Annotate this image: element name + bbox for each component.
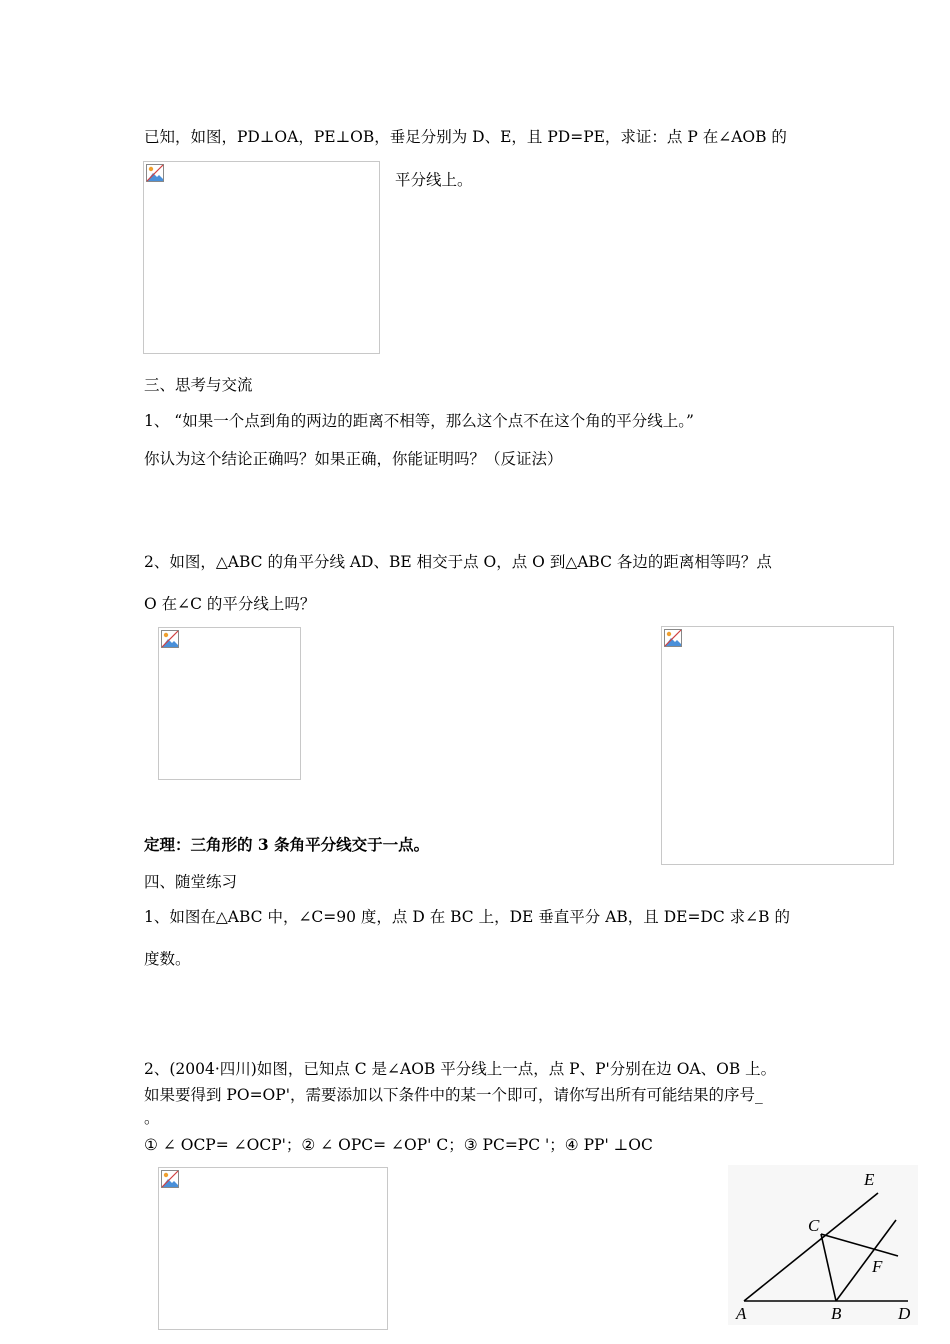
section3-q1-line2: 你认为这个结论正确吗？如果正确，你能证明吗？（反证法） [144,450,563,468]
figure-placeholder-1 [143,161,380,354]
geometry-figure [728,1165,918,1325]
section3-q1-line1: 1、 “如果一个点到角的两边的距离不相等，那么这个点不在这个角的平分线上。” [144,412,694,430]
section4-q2-options: ① ∠ OCP= ∠OCP'；② ∠ OPC= ∠OP' C；③ PC=PC '；④ PP' ⊥OC [144,1136,653,1154]
section4-q1-line1: 1、如图在△ABC 中，∠C=90 度，点 D 在 BC 上，DE 垂直平分 AB，且 DE=DC 求∠B 的 [144,908,790,926]
section4-q2-line3: 。 [144,1109,160,1127]
problem1-text-line2: 平分线上。 [395,171,473,189]
section4-q2-line1: 2、(2004·四川)如图，已知点 C 是∠AOB 平分线上一点，点 P、P'分别在边 OA、OB 上。 [144,1060,777,1078]
label-b: B [831,1304,842,1323]
broken-image-icon [664,629,682,647]
section3-q2-line2: O 在∠C 的平分线上吗？ [144,595,316,613]
label-c: C [808,1216,820,1235]
section4-q1-line2: 度数。 [144,950,191,968]
theorem-text: 定理：三角形的 3 条角平分线交于一点。 [144,835,430,854]
broken-image-icon [161,1170,179,1188]
label-d: D [898,1304,911,1323]
section4-heading: 四、随堂练习 [144,873,238,891]
label-e: E [864,1170,875,1189]
broken-image-icon [161,630,179,648]
figure-placeholder-2 [158,627,301,780]
label-a: A [736,1304,747,1323]
label-f: F [872,1257,883,1276]
section3-heading: 三、思考与交流 [144,376,253,394]
broken-image-icon [146,164,164,182]
section3-q2-line1: 2、如图，△ABC 的角平分线 AD、BE 相交于点 O，点 O 到△ABC 各边的距离相等吗？点 [144,553,772,571]
problem1-text-line1: 已知，如图，PD⊥OA，PE⊥OB，垂足分别为 D、E，且 PD=PE，求证：点 P 在∠AOB 的 [144,128,787,146]
figure-placeholder-4 [158,1167,388,1330]
figure-placeholder-3 [661,626,894,865]
section4-q2-line2: 如果要得到 PO=OP'，需要添加以下条件中的某一个即可，请你写出所有可能结果的序号_ [144,1086,763,1104]
